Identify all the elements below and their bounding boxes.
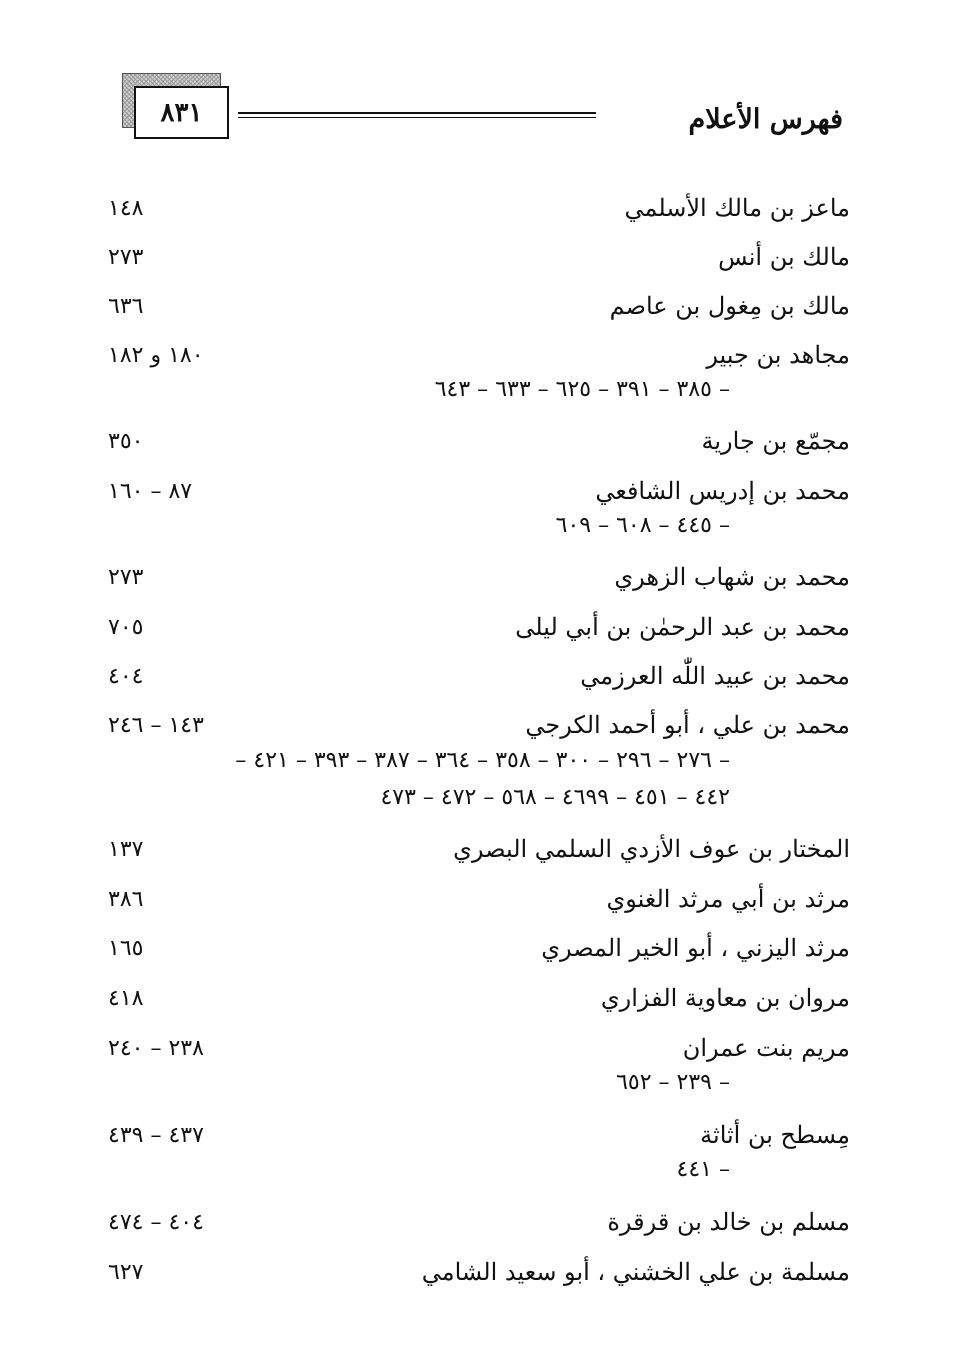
entry-name: مروان بن معاوية الفزاري bbox=[600, 984, 850, 1012]
entry-pages: ٤٣٧ – ٤٣٩ bbox=[108, 1123, 204, 1148]
entry-name: مجاهد بن جبير bbox=[706, 341, 850, 369]
entry-pages: ٢٣٨ – ٢٤٠ bbox=[108, 1036, 204, 1061]
entry-name: مرثد بن أبي مرثد الغنوي bbox=[606, 885, 850, 913]
page-number: ٨٣١ bbox=[160, 97, 203, 128]
entry-name: مرثد اليزني ، أبو الخير المصري bbox=[541, 934, 850, 962]
entry-pages: ٤٠٤ – ٤٧٤ bbox=[108, 1210, 204, 1235]
entry-name: مسلم بن خالد بن قرقرة bbox=[607, 1208, 850, 1236]
entry-name: محمد بن شهاب الزهري bbox=[614, 563, 850, 591]
entry-pages: ١٤٣ – ٢٤٦ bbox=[108, 713, 204, 738]
entry-pages: ١٨٠ و ١٨٢ bbox=[108, 343, 204, 368]
entry-pages: ١٦٥ bbox=[108, 936, 144, 961]
header-rule bbox=[238, 112, 596, 118]
entry-continuation: – ٤٤١ bbox=[676, 1157, 730, 1182]
entry-continuation: ٤٤٢ – ٤٥١ – ٤٦٩٩ – ٥٦٨ – ٤٧٢ – ٤٧٣ bbox=[380, 785, 730, 810]
entry-pages: ١٤٨ bbox=[108, 196, 144, 221]
entry-pages: ٢٧٣ bbox=[108, 245, 144, 270]
entry-pages: ٣٥٠ bbox=[108, 429, 144, 454]
entry-name: محمد بن عبيد اللّٰه العرزمي bbox=[580, 662, 850, 690]
entry-name: المختار بن عوف الأزدي السلمي البصري bbox=[453, 835, 850, 863]
entry-pages: ٤١٨ bbox=[108, 986, 144, 1011]
entry-name: مريم بنت عمران bbox=[682, 1034, 850, 1062]
entry-name: مِسطح بن أثاثة bbox=[700, 1121, 850, 1149]
entry-pages: ٦٣٦ bbox=[108, 294, 144, 319]
entry-pages: ٤٠٤ bbox=[108, 664, 144, 689]
entry-name: مالك بن أنس bbox=[718, 243, 850, 271]
entry-continuation: – ٤٤٥ – ٦٠٨ – ٦٠٩ bbox=[555, 513, 730, 538]
entry-pages: ٧٠٥ bbox=[108, 615, 144, 640]
entry-name: محمد بن إدريس الشافعي bbox=[595, 477, 850, 505]
entry-pages: ٦٢٧ bbox=[108, 1260, 144, 1285]
entry-pages: ٨٧ – ١٦٠ bbox=[108, 479, 193, 504]
entry-continuation: – ٢٣٩ – ٦٥٢ bbox=[616, 1070, 730, 1095]
entry-name: مجمّع بن جارية bbox=[701, 427, 850, 455]
entry-pages: ٢٧٣ bbox=[108, 565, 144, 590]
entry-name: محمد بن عبد الرحمٰن بن أبي ليلى bbox=[515, 613, 850, 641]
entry-pages: ١٣٧ bbox=[108, 837, 144, 862]
entry-name: مسلمة بن علي الخشني ، أبو سعيد الشامي bbox=[421, 1258, 850, 1286]
entry-pages: ٣٨٦ bbox=[108, 887, 144, 912]
entry-continuation: – ٣٨٥ – ٣٩١ – ٦٢٥ – ٦٣٣ – ٦٤٣ bbox=[434, 377, 730, 402]
entry-continuation: – ٢٧٦ – ٢٩٦ – ٣٠٠ – ٣٥٨ – ٣٦٤ – ٣٨٧ – ٣٩٣ – ٤٢١ – bbox=[235, 748, 730, 773]
entry-name: ماعز بن مالك الأسلمي bbox=[624, 194, 850, 222]
entry-name: محمد بن علي ، أبو أحمد الكرجي bbox=[525, 711, 850, 739]
page-number-box bbox=[134, 86, 229, 139]
entry-name: مالك بن مِغول بن عاصم bbox=[609, 292, 850, 320]
page-title: فهرس الأعلام bbox=[688, 104, 843, 135]
